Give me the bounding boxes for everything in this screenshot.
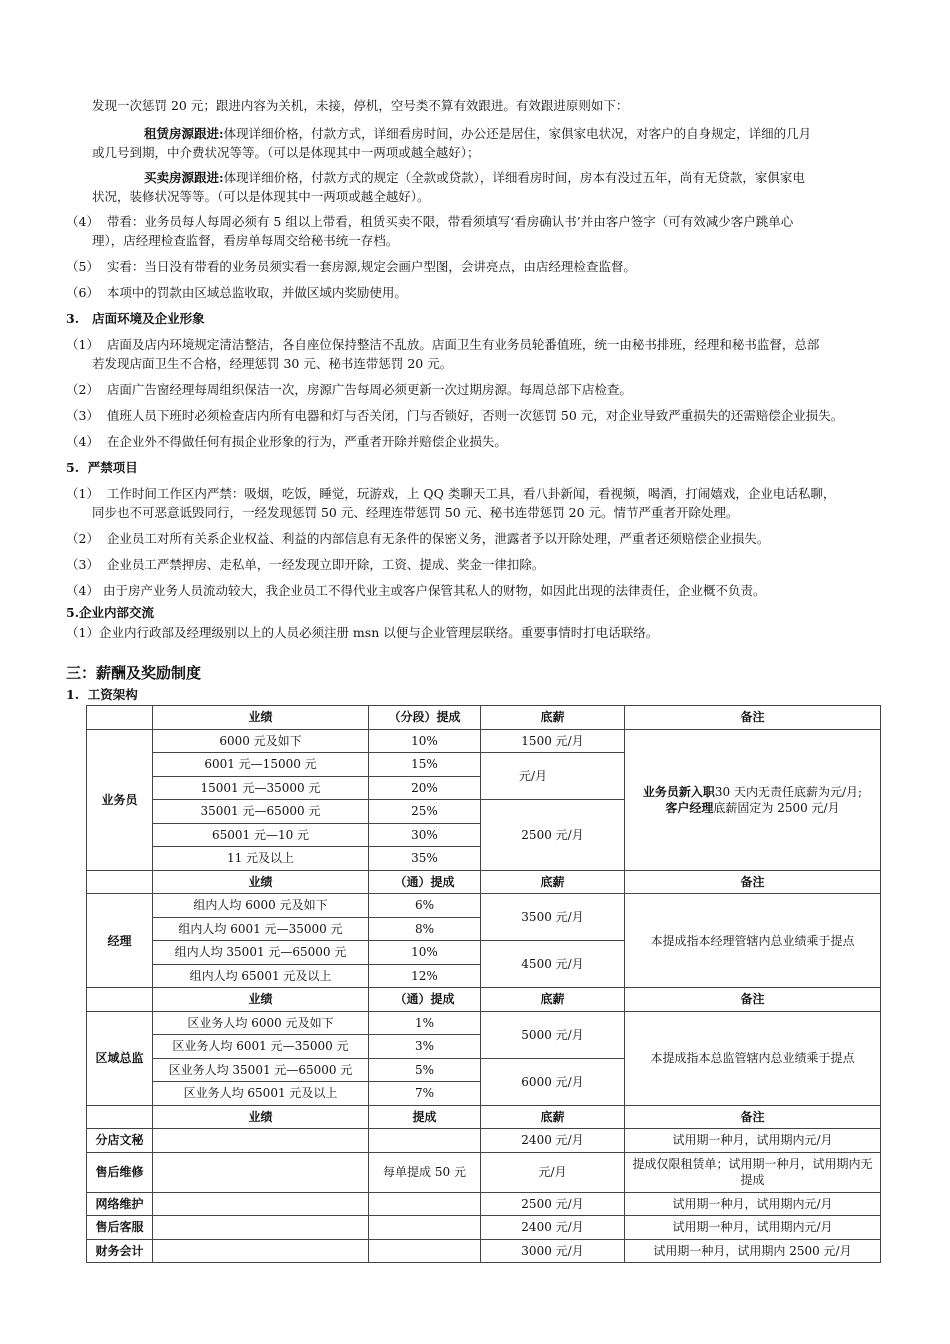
item-text: 本项中的罚款由区域总监收取，并做区域内奖励使用。	[106, 285, 407, 300]
table-row	[87, 706, 881, 730]
list-item	[66, 484, 835, 503]
table-cell: 12%	[369, 964, 481, 988]
item-text: 店面广告窗经理每周组织保洁一次，房源广告每周必须更新一次过期房源。每周总部下店检查。	[106, 382, 632, 397]
table-cell: 每单提成 50 元	[369, 1152, 481, 1192]
table-cell	[153, 1152, 369, 1192]
table-cell: 组内人均 6001 元—35000 元	[153, 917, 369, 941]
item-number: （4）	[66, 583, 99, 598]
table-cell: 试用期一种月，试用期内元/月	[625, 1216, 881, 1240]
table-cell: 组内人均 6000 元及如下	[153, 894, 369, 918]
table-row	[87, 1152, 881, 1192]
rent-label: 租赁房源跟进:	[144, 126, 224, 141]
table-cell: 提成仅限租赁单；试用期一种月，试用期内无提成	[625, 1152, 881, 1192]
table-cell	[87, 1105, 153, 1129]
salary-structure-heading: 1. 工资架构	[66, 687, 138, 702]
table-cell: 6000 元及如下	[153, 729, 369, 753]
table-cell: 35001 元—65000 元	[153, 800, 369, 824]
item-number: （3）	[66, 557, 99, 572]
table-cell: 7%	[369, 1082, 481, 1106]
table-cell: 区业务人均 6000 元及如下	[153, 1011, 369, 1035]
table-cell: 11 元及以上	[153, 847, 369, 871]
list-item	[66, 257, 636, 276]
table-cell: 组内人均 35001 元—65000 元	[153, 941, 369, 965]
table-row	[87, 894, 881, 918]
table-cell: 试用期一种月，试用期内 2500 元/月	[625, 1239, 881, 1263]
header-cell: 业绩	[153, 1105, 369, 1129]
table-cell: 20%	[369, 776, 481, 800]
list-item	[66, 529, 769, 548]
table-cell: 元/月	[481, 753, 625, 800]
table-cell	[87, 706, 153, 730]
role-cell: 售后客服	[87, 1216, 153, 1240]
header-cell: 底薪	[481, 706, 625, 730]
item-number: （2）	[66, 531, 99, 546]
table-row	[87, 1011, 881, 1035]
sale-label: 买卖房源跟进:	[144, 170, 224, 185]
table-cell: 6000 元/月	[481, 1058, 625, 1105]
table-cell: 8%	[369, 917, 481, 941]
note-text: 30 天内无责任底薪为元/月;	[714, 784, 863, 799]
list-item	[66, 212, 793, 231]
table-cell: 10%	[369, 729, 481, 753]
table-cell	[153, 1216, 369, 1240]
table-cell: 1%	[369, 1011, 481, 1035]
section-3-heading: 3. 店面环境及企业形象	[66, 311, 205, 326]
item-number: （3）	[66, 408, 99, 423]
role-cell: 业务员	[87, 729, 153, 870]
table-cell: 6%	[369, 894, 481, 918]
header-cell: 底薪	[481, 988, 625, 1012]
table-cell	[369, 1192, 481, 1216]
table-row	[87, 1216, 881, 1240]
table-cell: 15%	[369, 753, 481, 777]
part-3-heading: 三：薪酬及奖励制度	[66, 664, 202, 682]
table-row	[87, 1192, 881, 1216]
item-text: 由于房产业务人员流动较大，我企业员工不得代业主或客户保管其私人的财物，如因此出现的法律责任，企业概不负责。	[102, 583, 766, 598]
list-item	[66, 335, 819, 354]
table-cell: 2500 元/月	[481, 1192, 625, 1216]
table-cell	[369, 1129, 481, 1153]
table-cell: 30%	[369, 823, 481, 847]
note-cell: 本提成指本经理管辖内总业绩乘于提点	[625, 894, 881, 988]
table-cell	[369, 1216, 481, 1240]
note-bold: 业务员新入职	[642, 784, 715, 799]
item-text-cont: 同步也不可恶意诋毁同行，一经发现惩罚 50 元、经理连带惩罚 50 元、秘书连带惩罚 20 元。情节严重者开除处理。	[92, 505, 739, 520]
table-cell	[153, 1192, 369, 1216]
item-number: （1）	[66, 486, 99, 501]
header-cell: （通）提成	[369, 988, 481, 1012]
item-text: 企业员工严禁押房、走私单，一经发现立即开除，工资、提成、奖金一律扣除。	[106, 557, 545, 572]
rent-text: 体现详细价格，付款方式，详细看房时间，办公还是居住，家俱家电状况，对客户的自身规定，详细的几月	[223, 126, 812, 141]
table-row	[87, 988, 881, 1012]
header-cell: 业绩	[153, 988, 369, 1012]
item-number: （5）	[66, 259, 99, 274]
note-cell: 本提成指本总监管辖内总业绩乘于提点	[625, 1011, 881, 1105]
sale-text: 体现详细价格，付款方式的规定（全款或贷款），详细看房时间，房本有没过五年，尚有无贷款，家俱家电	[223, 170, 805, 185]
table-cell: 组内人均 65001 元及以上	[153, 964, 369, 988]
table-cell: 25%	[369, 800, 481, 824]
header-cell: 底薪	[481, 1105, 625, 1129]
table-cell: 1500 元/月	[481, 729, 625, 753]
role-cell: 财务会计	[87, 1239, 153, 1263]
header-cell: 备注	[625, 988, 881, 1012]
item-number: （2）	[66, 382, 99, 397]
item-number: （6）	[66, 285, 99, 300]
role-cell: 经理	[87, 894, 153, 988]
header-cell: （分段）提成	[369, 706, 481, 730]
item-text: 店面及店内环境规定清洁整洁，各自座位保持整洁不乱放。店面卫生有业务员轮番值班，统一由秘书排班，经理和秘书监督，总部	[106, 337, 820, 352]
table-row	[87, 870, 881, 894]
table-cell: 3500 元/月	[481, 894, 625, 941]
list-item	[66, 283, 407, 302]
table-cell: 2400 元/月	[481, 1129, 625, 1153]
sale-follow-up	[144, 168, 805, 187]
role-cell: 售后维修	[87, 1152, 153, 1192]
item-text-cont: 理），店经理检查监督，看房单每周交给秘书统一存档。	[92, 233, 399, 248]
table-cell: 3000 元/月	[481, 1239, 625, 1263]
table-row	[87, 729, 881, 753]
rent-follow-up	[144, 124, 811, 143]
header-cell: 提成	[369, 1105, 481, 1129]
table-cell: 区业务人均 65001 元及以上	[153, 1082, 369, 1106]
section-5-heading: 5. 严禁项目	[66, 460, 138, 475]
list-item	[66, 432, 507, 451]
header-cell: 备注	[625, 1105, 881, 1129]
item-text-cont: 若发现店面卫生不合格，经理惩罚 30 元、秘书连带惩罚 20 元。	[92, 356, 453, 371]
table-cell: 区业务人均 6001 元—35000 元	[153, 1035, 369, 1059]
table-cell: 10%	[369, 941, 481, 965]
role-cell: 分店文秘	[87, 1129, 153, 1153]
header-cell: 备注	[625, 870, 881, 894]
table-cell: 65001 元—10 元	[153, 823, 369, 847]
table-cell: 6001 元—15000 元	[153, 753, 369, 777]
item-text: 在企业外不得做任何有损企业形象的行为，严重者开除并赔偿企业损失。	[106, 434, 507, 449]
rent-text-cont: 或几号到期，中介费状况等等。（可以是体现其中一两项或越全越好）；	[92, 145, 480, 160]
note-bold: 客户经理	[665, 800, 714, 815]
table-cell: 试用期一种月，试用期内元/月	[625, 1192, 881, 1216]
table-cell: 4500 元/月	[481, 941, 625, 988]
list-item	[66, 406, 843, 425]
table-cell: 3%	[369, 1035, 481, 1059]
header-cell: 业绩	[153, 706, 369, 730]
header-cell: （通）提成	[369, 870, 481, 894]
list-item	[66, 380, 632, 399]
table-cell	[87, 870, 153, 894]
section-5b-heading: 5.企业内部交流	[66, 605, 155, 620]
item-number: （4）	[66, 434, 99, 449]
note-text: 底薪固定为 2500 元/月	[713, 800, 840, 815]
role-cell: 网络维护	[87, 1192, 153, 1216]
table-row	[87, 1105, 881, 1129]
table-cell: 区业务人均 35001 元—65000 元	[153, 1058, 369, 1082]
item-number: （1）	[66, 337, 99, 352]
table-cell: 15001 元—35000 元	[153, 776, 369, 800]
item-text: 带看：业务员每人每周必须有 5 组以上带看，租赁买卖不限，带看须填写‘看房确认书’并由客户签字（可有效减少客户跳单心	[106, 214, 794, 229]
table-cell: 试用期一种月，试用期内元/月	[625, 1129, 881, 1153]
header-cell: 底薪	[481, 870, 625, 894]
table-cell: 5000 元/月	[481, 1011, 625, 1058]
item-text: 实看：当日没有带看的业务员须实看一套房源,规定会画户型图，会讲亮点，由店经理检查监督。	[106, 259, 636, 274]
table-cell: 2500 元/月	[481, 800, 625, 871]
table-cell	[369, 1239, 481, 1263]
item-text: 企业员工对所有关系企业权益、利益的内部信息有无条件的保密义务，泄露者予以开除处理，严重者还须赔偿企业损失。	[106, 531, 770, 546]
note-cell	[625, 729, 881, 870]
item-text: 值班人员下班时必须检查店内所有电器和灯与否关闭，门与否锁好，否则一次惩罚 50 元，对企业导致严重损失的还需赔偿企业损失。	[106, 408, 844, 423]
item-text: 工作时间工作区内严禁：吸烟，吃饭，睡觉，玩游戏，上 QQ 类聊天工具，看八卦新闻，看视频，喝酒，打闹嬉戏，企业电话私聊，	[106, 486, 836, 501]
salary-table	[86, 705, 881, 1263]
sale-text-cont: 状况，装修状况等等。（可以是体现其中一两项或越全越好）。	[92, 189, 430, 204]
table-row	[87, 1239, 881, 1263]
role-cell: 区域总监	[87, 1011, 153, 1105]
table-cell	[153, 1239, 369, 1263]
list-item	[66, 581, 765, 600]
header-cell: 业绩	[153, 870, 369, 894]
table-cell: 35%	[369, 847, 481, 871]
item-number: （4）	[66, 214, 99, 229]
list-item	[66, 555, 544, 574]
table-cell	[87, 988, 153, 1012]
header-cell: 备注	[625, 706, 881, 730]
list-item: （1）企业内行政部及经理级别以上的人员必须注册 msn 以便与企业管理层联络。重要事情时打电话联络。	[66, 625, 659, 640]
intro-line: 发现一次惩罚 20 元；跟进内容为关机，未接，停机，空号类不算有效跟进。有效跟进原则如下：	[92, 98, 629, 113]
table-cell: 5%	[369, 1058, 481, 1082]
table-cell	[153, 1129, 369, 1153]
table-cell: 元/月	[481, 1152, 625, 1192]
table-cell: 2400 元/月	[481, 1216, 625, 1240]
table-row	[87, 1129, 881, 1153]
